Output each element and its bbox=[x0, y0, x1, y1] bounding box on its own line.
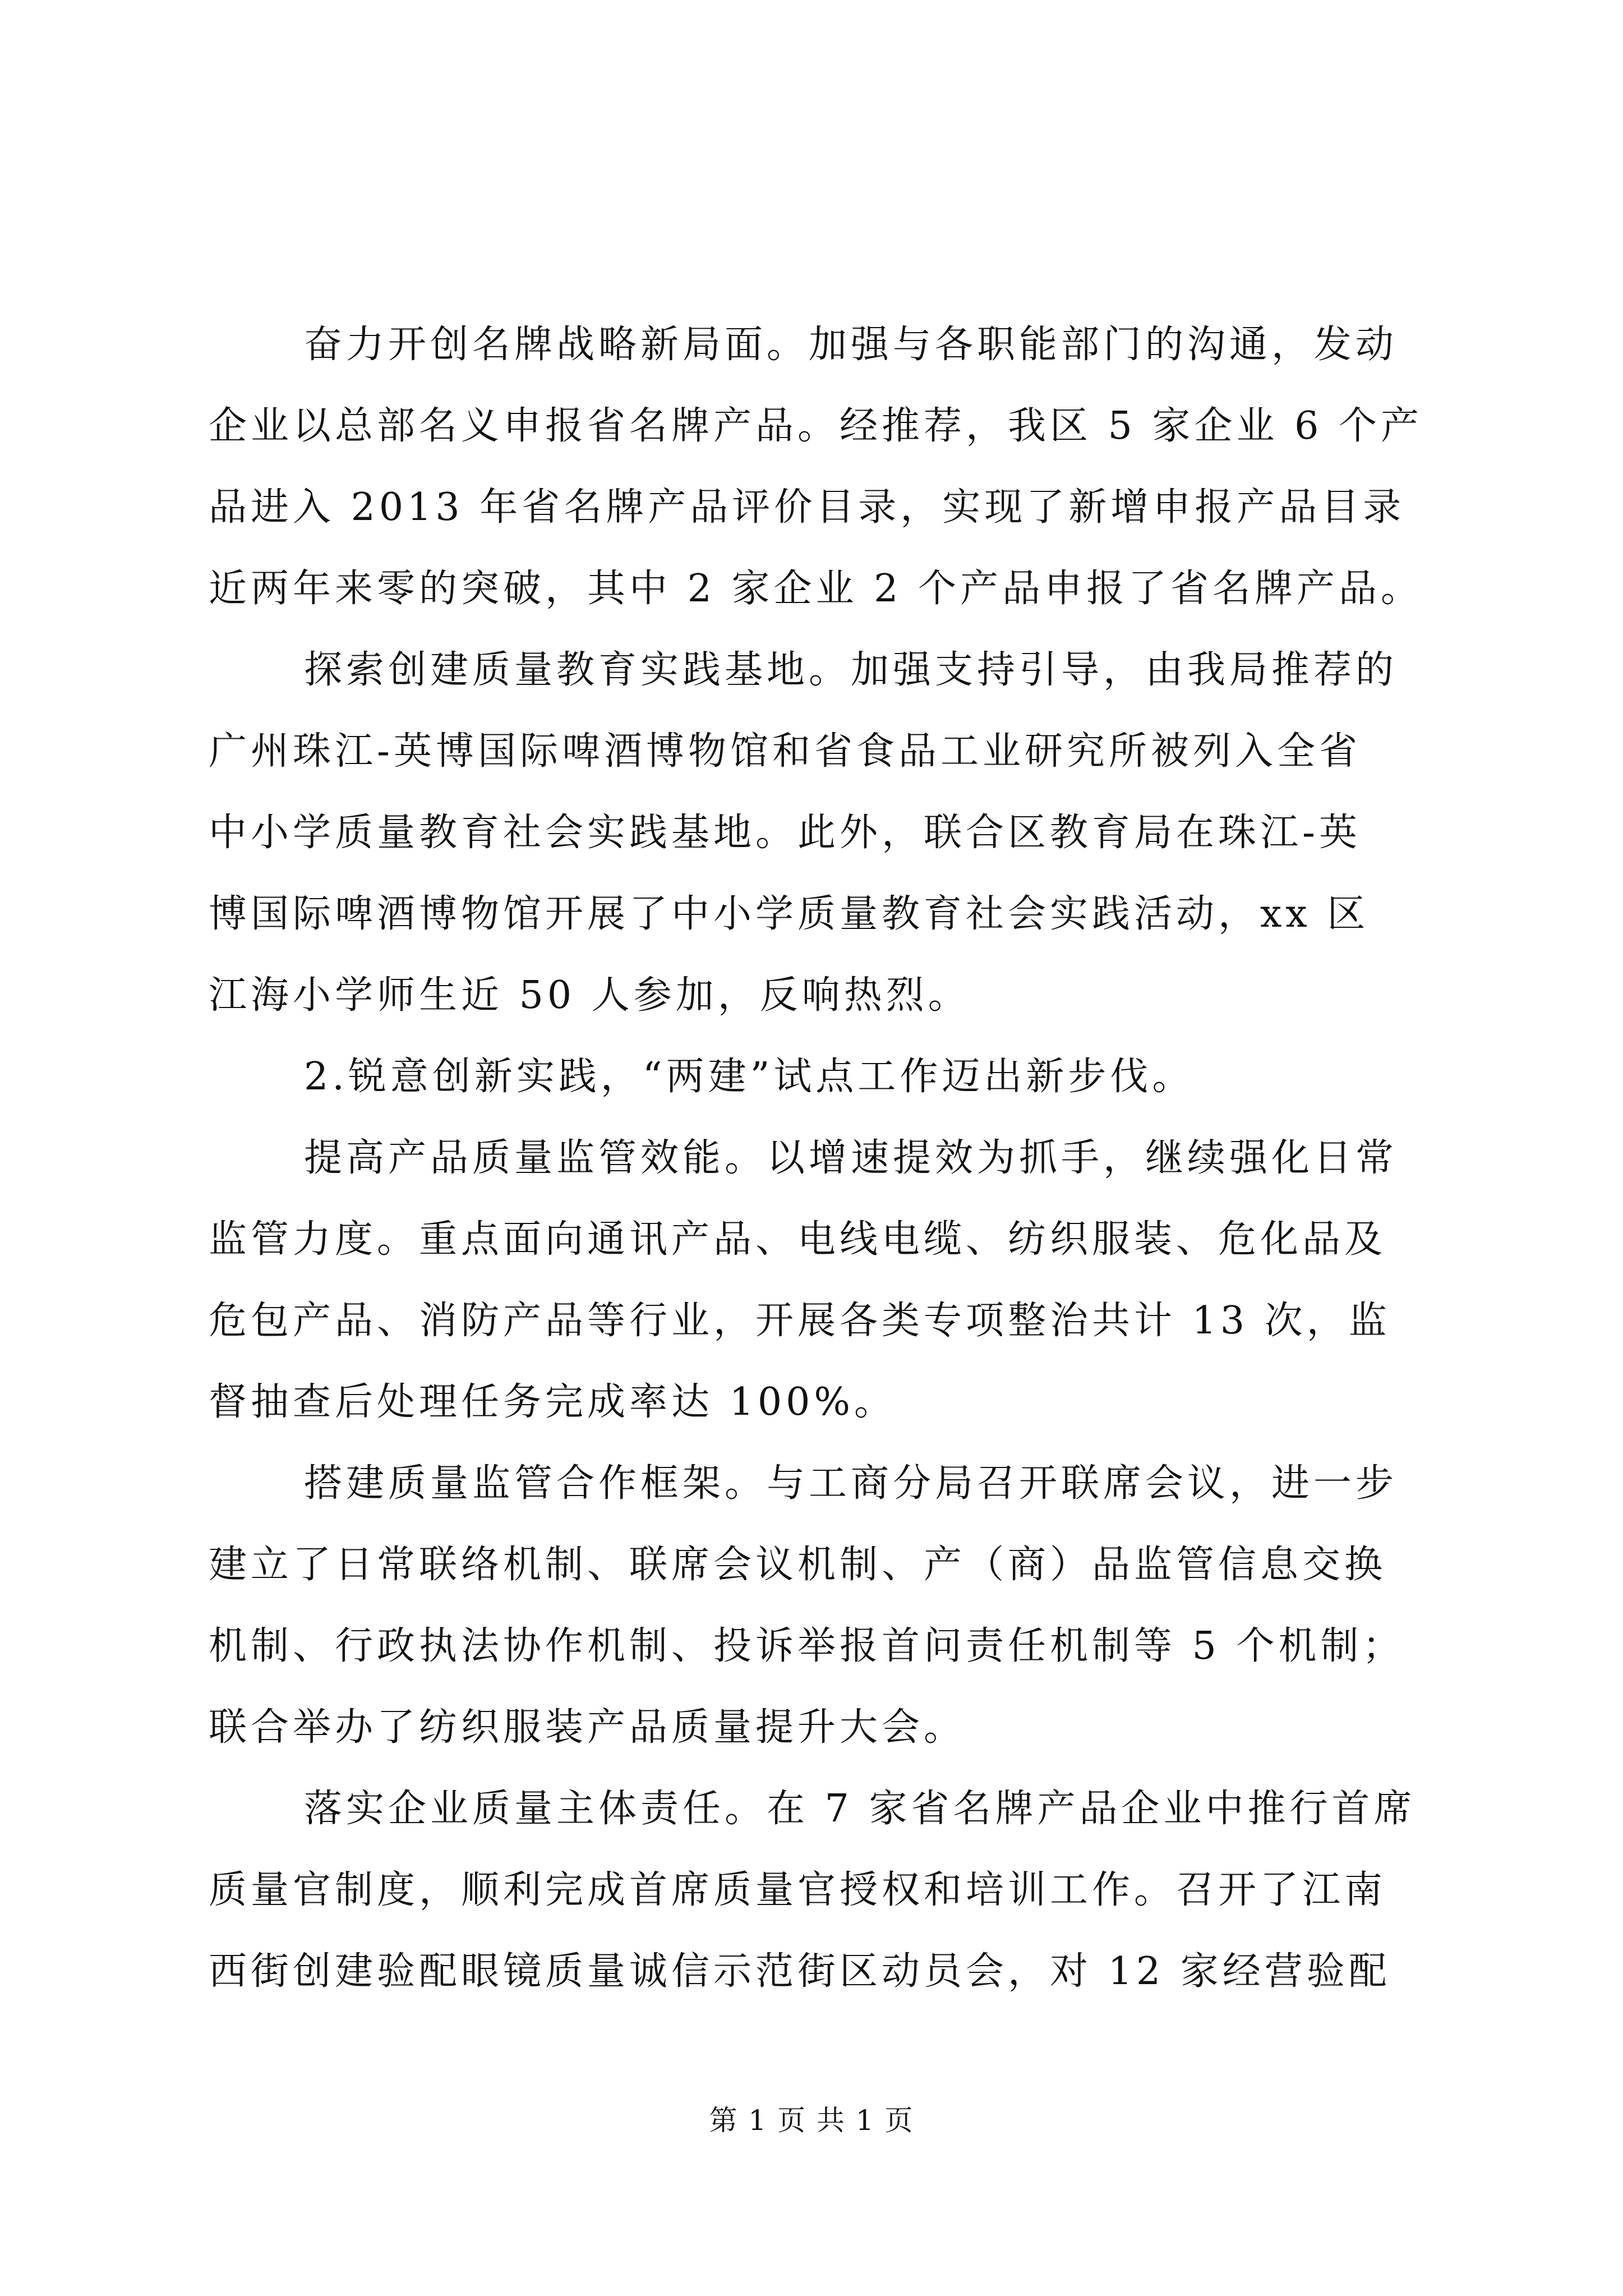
paragraph-line: 搭建质量监管合作框架。与工商分局召开联席会议，进一步 bbox=[304, 1461, 1398, 1506]
paragraph-line: 品进入 2013 年省名牌产品评价目录，实现了新增申报产品目录 bbox=[209, 485, 1405, 530]
paragraph-line: 督抽查后处理任务完成率达 100%。 bbox=[209, 1380, 897, 1424]
paragraph-line: 江海小学师生近 50 人参加，反响热烈。 bbox=[209, 973, 970, 1018]
paragraph-line: 奋力开创名牌战略新局面。加强与各职能部门的沟通，发动 bbox=[304, 323, 1398, 367]
paragraph-line: 监管力度。重点面向通讯产品、电线电缆、纺织服装、危化品及 bbox=[209, 1217, 1387, 1262]
paragraph-line: 提高产品质量监管效能。以增速提效为抓手，继续强化日常 bbox=[304, 1136, 1398, 1180]
paragraph-line: 危包产品、消防产品等行业，开展各类专项整治共计 13 次，监 bbox=[209, 1299, 1391, 1343]
paragraph-line: 质量官制度，顺利完成首席质量官授权和培训工作。召开了江南 bbox=[209, 1868, 1387, 1912]
section-heading: 2.锐意创新实践，“两建”试点工作迈出新步伐。 bbox=[304, 1055, 1195, 1099]
paragraph-line: 近两年来零的突破，其中 2 家企业 2 个产品申报了省名牌产品。 bbox=[209, 567, 1423, 611]
paragraph-line: 联合举办了纺织服装产品质量提升大会。 bbox=[209, 1705, 966, 1750]
paragraph-line: 落实企业质量主体责任。在 7 家省名牌产品企业中推行首席 bbox=[304, 1787, 1416, 1831]
paragraph-line: 机制、行政执法协作机制、投诉举报首问责任机制等 5 个机制； bbox=[209, 1624, 1405, 1668]
paragraph-line: 中小学质量教育社会实践基地。此外，联合区教育局在珠江-英 bbox=[209, 811, 1361, 855]
paragraph-line: 博国际啤酒博物馆开展了中小学质量教育社会实践活动，xx 区 bbox=[209, 892, 1370, 936]
paragraph-line: 建立了日常联络机制、联席会议机制、产（商）品监管信息交换 bbox=[209, 1543, 1387, 1587]
paragraph-line: 广州珠江-英博国际啤酒博物馆和省食品工业研究所被列入全省 bbox=[209, 729, 1361, 774]
paragraph-line: 企业以总部名义申报省名牌产品。经推荐，我区 5 家企业 6 个产 bbox=[209, 404, 1423, 448]
paragraph-line: 西街创建验配眼镜质量诚信示范街区动员会，对 12 家经营验配 bbox=[209, 1949, 1391, 1994]
page-footer: 第 1 页 共 1 页 bbox=[709, 2104, 914, 2137]
paragraph-line: 探索创建质量教育实践基地。加强支持引导，由我局推荐的 bbox=[304, 648, 1398, 692]
